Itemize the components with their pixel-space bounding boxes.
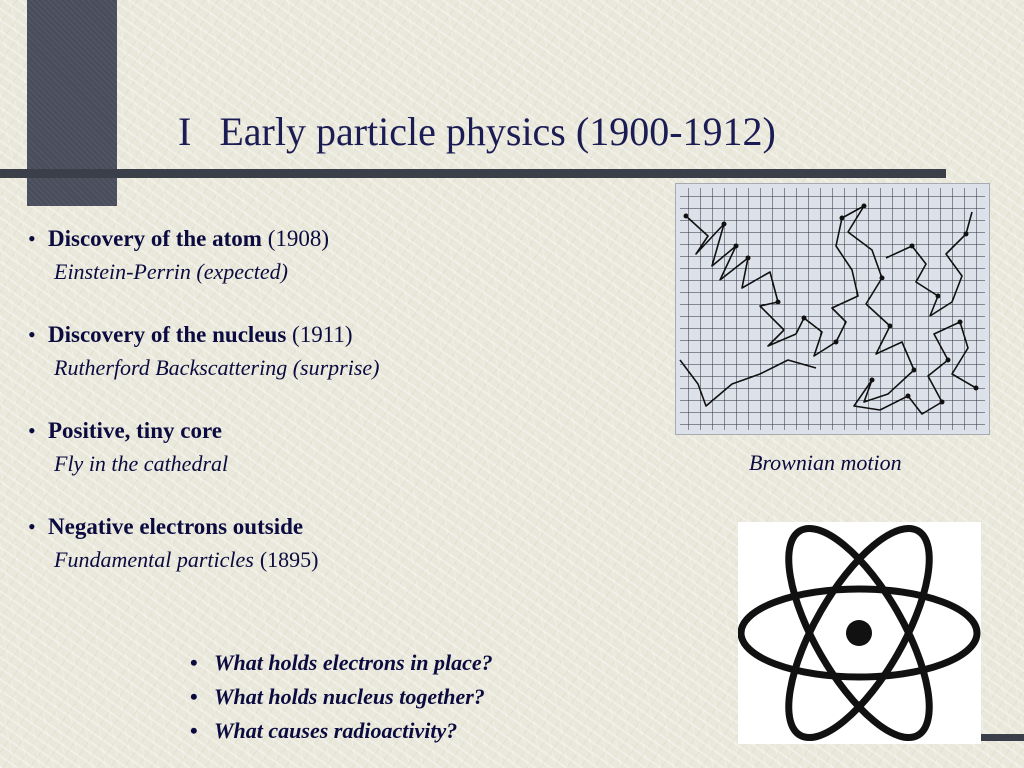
bullet-dot: • [190, 684, 198, 709]
title-rule [0, 169, 946, 178]
bullet-dot: • [28, 322, 36, 347]
footer-rule [980, 734, 1024, 741]
brownian-motion-icon [676, 184, 989, 434]
bullet-subtext: Einstein-Perrin (expected) [54, 259, 288, 284]
bullet-subtext-year: (1895) [259, 547, 319, 572]
bullet-heading: Positive, tiny core [48, 418, 222, 443]
bullet-year: (1908) [267, 226, 330, 251]
title-text: Early particle physics (1900-1912) [219, 109, 776, 154]
bullet-subtext: Fly in the cathedral [54, 451, 229, 476]
question-item: • What causes radioactivity? [190, 714, 493, 748]
brownian-motion-image [675, 183, 990, 435]
title-numeral: I [178, 109, 192, 154]
bullet-year: (1911) [292, 322, 353, 347]
question-list [190, 646, 493, 748]
bullet-item-atom [28, 222, 668, 288]
bullet-heading: Discovery of the atom [48, 226, 262, 251]
bullet-subtext: Fundamental particles [54, 547, 254, 572]
bullet-dot: • [28, 514, 36, 539]
atom-image [738, 522, 981, 744]
bullet-subtext: Rutherford Backscattering (surprise) [54, 355, 380, 380]
question-item: • What holds nucleus together? [190, 680, 493, 714]
bullet-list [28, 222, 668, 606]
bullet-dot: • [190, 718, 198, 743]
bullet-heading: Discovery of the nucleus [48, 322, 287, 347]
atom-symbol-icon [738, 522, 981, 744]
bullet-dot: • [28, 226, 36, 251]
bullet-dot: • [190, 650, 198, 675]
question-item: • What holds electrons in place? [190, 646, 493, 680]
slide-title [178, 108, 776, 155]
bullet-dot: • [28, 418, 36, 443]
bullet-item-electrons [28, 510, 668, 576]
bullet-heading: Negative electrons outside [48, 514, 304, 539]
bullet-item-nucleus [28, 318, 668, 384]
bullet-item-core [28, 414, 668, 480]
brownian-caption: Brownian motion [749, 450, 902, 475]
